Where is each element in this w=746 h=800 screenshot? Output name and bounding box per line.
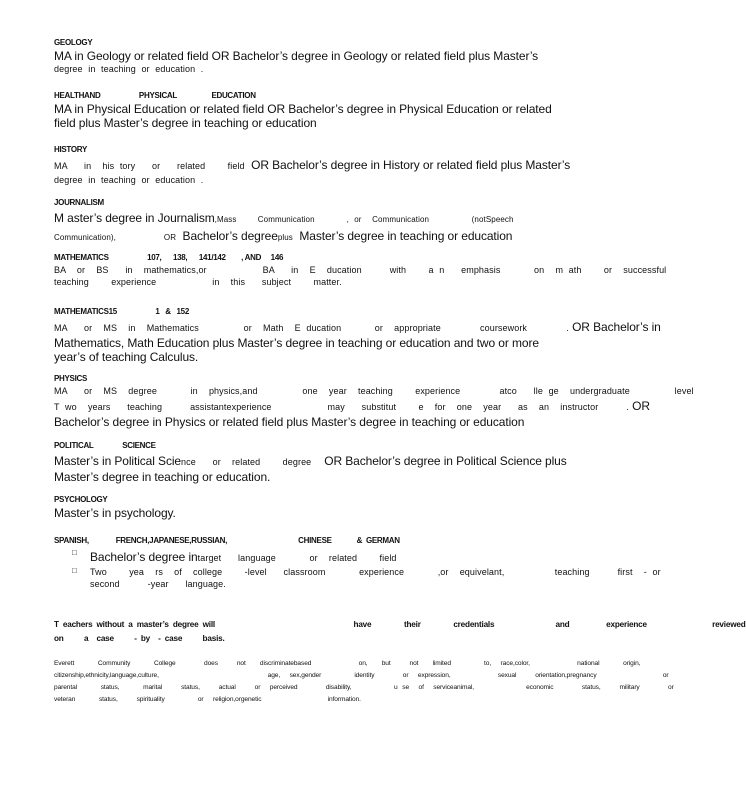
requirement-text-small: Communication), OR (54, 233, 177, 242)
checkbox-bullet-icon: □ (72, 548, 77, 557)
section-heading: HEALTHAND PHYSICAL EDUCATION (54, 91, 256, 100)
section-physics (54, 374, 694, 429)
requirement-line (54, 227, 574, 245)
requirement-text-small: MA in his tory or related field (54, 161, 245, 171)
requirement-text: Bachelor’s degree (176, 229, 278, 243)
requirement-text: Master’s in psychology. (54, 506, 176, 520)
requirement-text: MA or MS degree in physics,and one year teaching experience atco lle ge undergraduate level (54, 386, 694, 396)
requirement-text: MA in Geology or related field OR Bachelor’s degree in Geology or related field plus Master’s (54, 49, 539, 63)
section-physical-education (54, 91, 574, 130)
requirement-text-small: ,Mass Communication , or Communication (notSpeech (214, 215, 514, 224)
requirement-text: OR Bachelor’s degree in History or related field plus Master’s (244, 158, 571, 172)
section-heading: PHYSICS (54, 374, 88, 383)
requirement-text-continued: second -year language. (90, 579, 226, 589)
section-heading: MATHEMATICS15 1 & 152 (54, 307, 189, 316)
checkbox-bullet-icon: □ (72, 566, 77, 575)
requirement-line (54, 318, 661, 336)
statement-line: veteran status, spirituality or religion,orgenetic information. (54, 696, 361, 703)
section-history (54, 145, 574, 186)
requirement-text: OR Bachelor’s in (568, 320, 661, 334)
requirement-text: MA in Physical Education or related field OR Bachelor’s degree in Physical Education or related field plus Master’s degree in teaching or education (54, 102, 552, 130)
requirement-text: M aster’s degree in Journalism (54, 211, 215, 225)
requirement-text: Two yea rs of college -level classroom experience ,or equivelant, teaching first - or (90, 567, 661, 577)
statement-line: Everett Community College does not discriminatebased on, but not limited to, race,color, national origin, (54, 660, 641, 667)
requirement-list (72, 548, 661, 590)
nondiscrimination-statement (54, 658, 674, 706)
requirement-text-small: nce or related degree (181, 457, 312, 467)
requirement-text: Master’s degree in teaching or education (292, 229, 513, 243)
section-political-science (54, 441, 574, 484)
section-heading: POLITICAL SCIENCE (54, 441, 156, 450)
list-item (72, 566, 661, 590)
requirement-text-continued: teaching experience in this subject matter. (54, 277, 342, 287)
requirement-text-continued: Master’s degree in teaching or education. (54, 470, 271, 484)
section-heading: PSYCHOLOGY (54, 495, 108, 504)
section-geology (54, 38, 574, 75)
section-journalism (54, 198, 574, 245)
requirement-text-continued: Mathematics, Math Education plus Master’s degree in teaching or education and two or more year’s of teaching Calculus. (54, 336, 539, 364)
section-heading: GEOLOGY (54, 38, 93, 47)
statement-line: parental status, marital status, actual or perceived disability, u se of serviceanimal, economic status, military or (54, 684, 674, 691)
requirement-text-small: plus (277, 233, 293, 242)
requirement-text: Bachelor’s degree in (90, 550, 198, 564)
requirement-line (54, 452, 574, 470)
requirement-line (54, 397, 650, 415)
list-item (72, 548, 574, 566)
requirement-text-small: T wo years teaching assistantexperience may substitut e for one year as an instructor . (54, 402, 629, 412)
requirement-text-continued: degree in teaching or education . (54, 175, 204, 185)
requirement-line (54, 209, 574, 227)
note-line: on a case - by - case basis. (54, 634, 225, 643)
requirement-text: OR (628, 399, 650, 413)
review-note (54, 618, 746, 646)
requirement-text-continued: degree in teaching or education . (54, 64, 204, 74)
requirement-text-small: MA or MS in Mathematics or Math E ducation or appropriate coursework . (54, 323, 569, 333)
section-heading: SPANISH, FRENCH,JAPANESE,RUSSIAN, CHINESE & GERMAN (54, 536, 400, 545)
section-heading: MATHEMATICS 107, 138, 141/142 , AND 146 (54, 253, 284, 262)
section-languages (54, 536, 661, 590)
requirement-text: OR Bachelor’s degree in Political Science plus (311, 454, 567, 468)
statement-line: citizenship,ethnicity,language,culture, age, sex,gender identity or expression, sexual orientation,pregnancy or (54, 672, 669, 679)
requirement-text: Master’s in Political Scie (54, 454, 182, 468)
section-mathematics (54, 253, 667, 288)
requirement-text-small: target language or related field (197, 553, 397, 563)
section-psychology (54, 495, 574, 520)
section-mathematics-calculus (54, 307, 661, 364)
section-heading: HISTORY (54, 145, 88, 154)
requirement-line (54, 156, 574, 174)
section-heading: JOURNALISM (54, 198, 104, 207)
requirement-text-continued: Bachelor’s degree in Physics or related field plus Master’s degree in teaching or education (54, 415, 525, 429)
requirement-text: BA or BS in mathematics,or BA in E ducation with a n emphasis on m ath or successful (54, 265, 667, 275)
note-line: T eachers without a master’s degree will have their credentials and experience reviewed (54, 620, 746, 629)
